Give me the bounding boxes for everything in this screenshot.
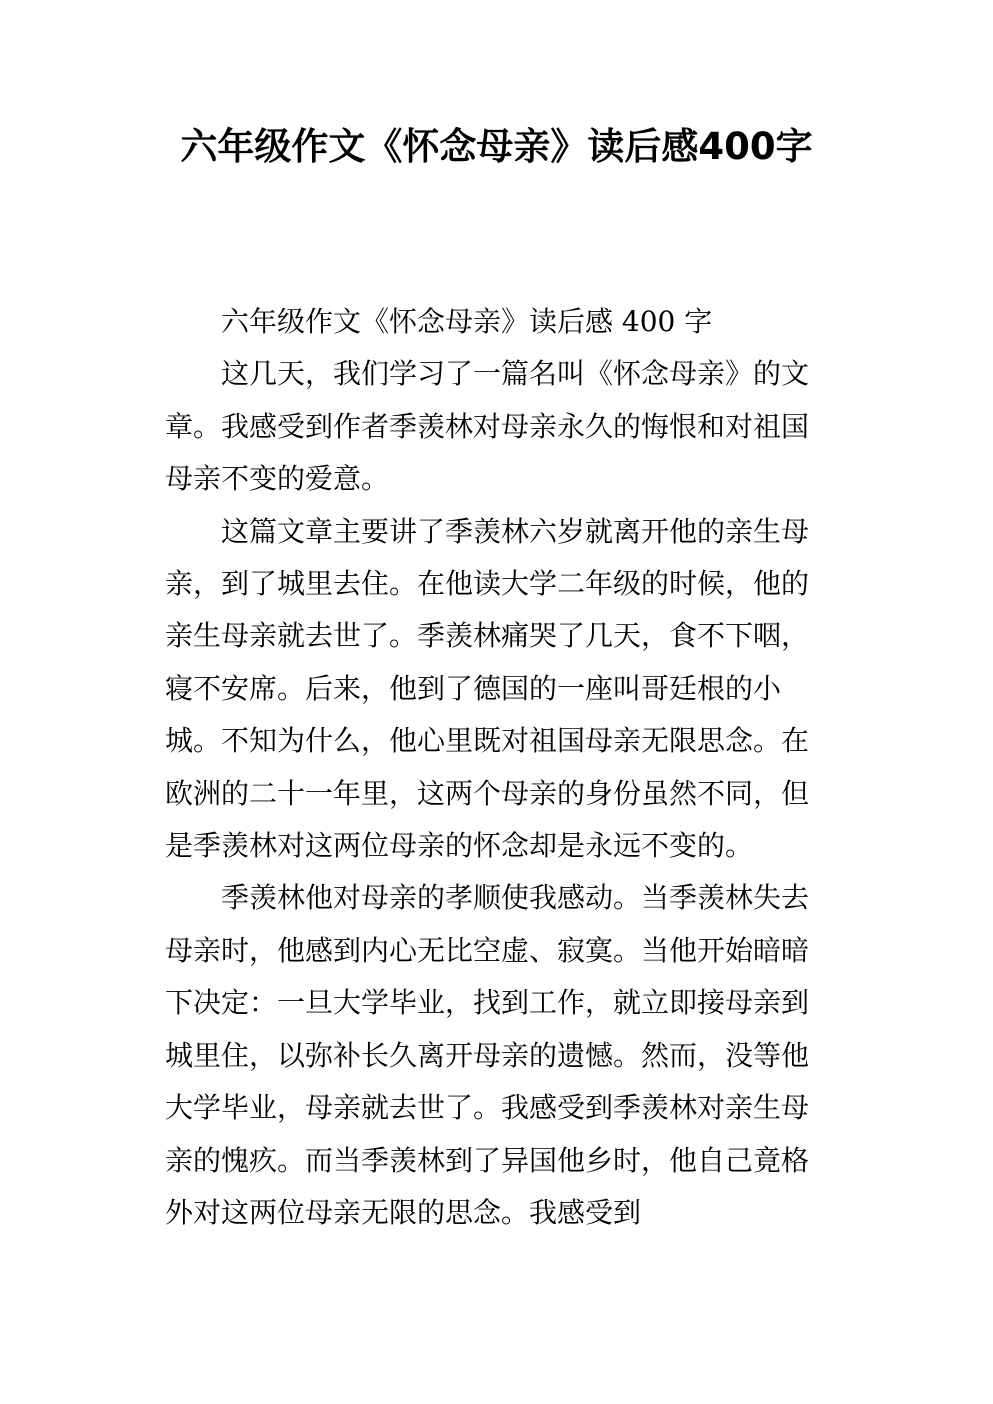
paragraph: 这篇文章主要讲了季羡林六岁就离开他的亲生母亲，到了城里去住。在他读大学二年级的时候，他的亲生母亲就去世了。季羡林痛哭了几天，食不下咽，寝不安席。后来，他到了德国的一座叫哥廷根的小城。不知为什么，他心里既对祖国母亲无限思念。在欧洲的二十一年里，这两个母亲的身份虽然不同，但是季羡林对这两位母亲的怀念却是永远不变的。 — [165, 514, 810, 863]
paragraph: 季羡林他对母亲的孝顺使我感动。当季羡林失去母亲时，他感到内心无比空虚、寂寞。当他开始暗暗下决定：一旦大学毕业，找到工作，就立即接母亲到城里住，以弥补长久离开母亲的遗憾。然而，没等他大学毕业，母亲就去世了。我感受到季羡林对亲生母亲的愧疚。而当季羡林到了异国他乡时，他自己竟格外对这两位母亲无限的思念。我感受到 — [165, 881, 810, 1229]
document-subtitle: 六年级作文《怀念母亲》读后感 400 字 — [221, 305, 713, 338]
paragraph: 这几天，我们学习了一篇名叫《怀念母亲》的文章。我感受到作者季羡林对母亲永久的悔恨和对祖国母亲不变的爱意。 — [165, 357, 810, 496]
document-title: 六年级作文《怀念母亲》读后感400字 — [180, 125, 813, 168]
document-body — [165, 296, 828, 1239]
